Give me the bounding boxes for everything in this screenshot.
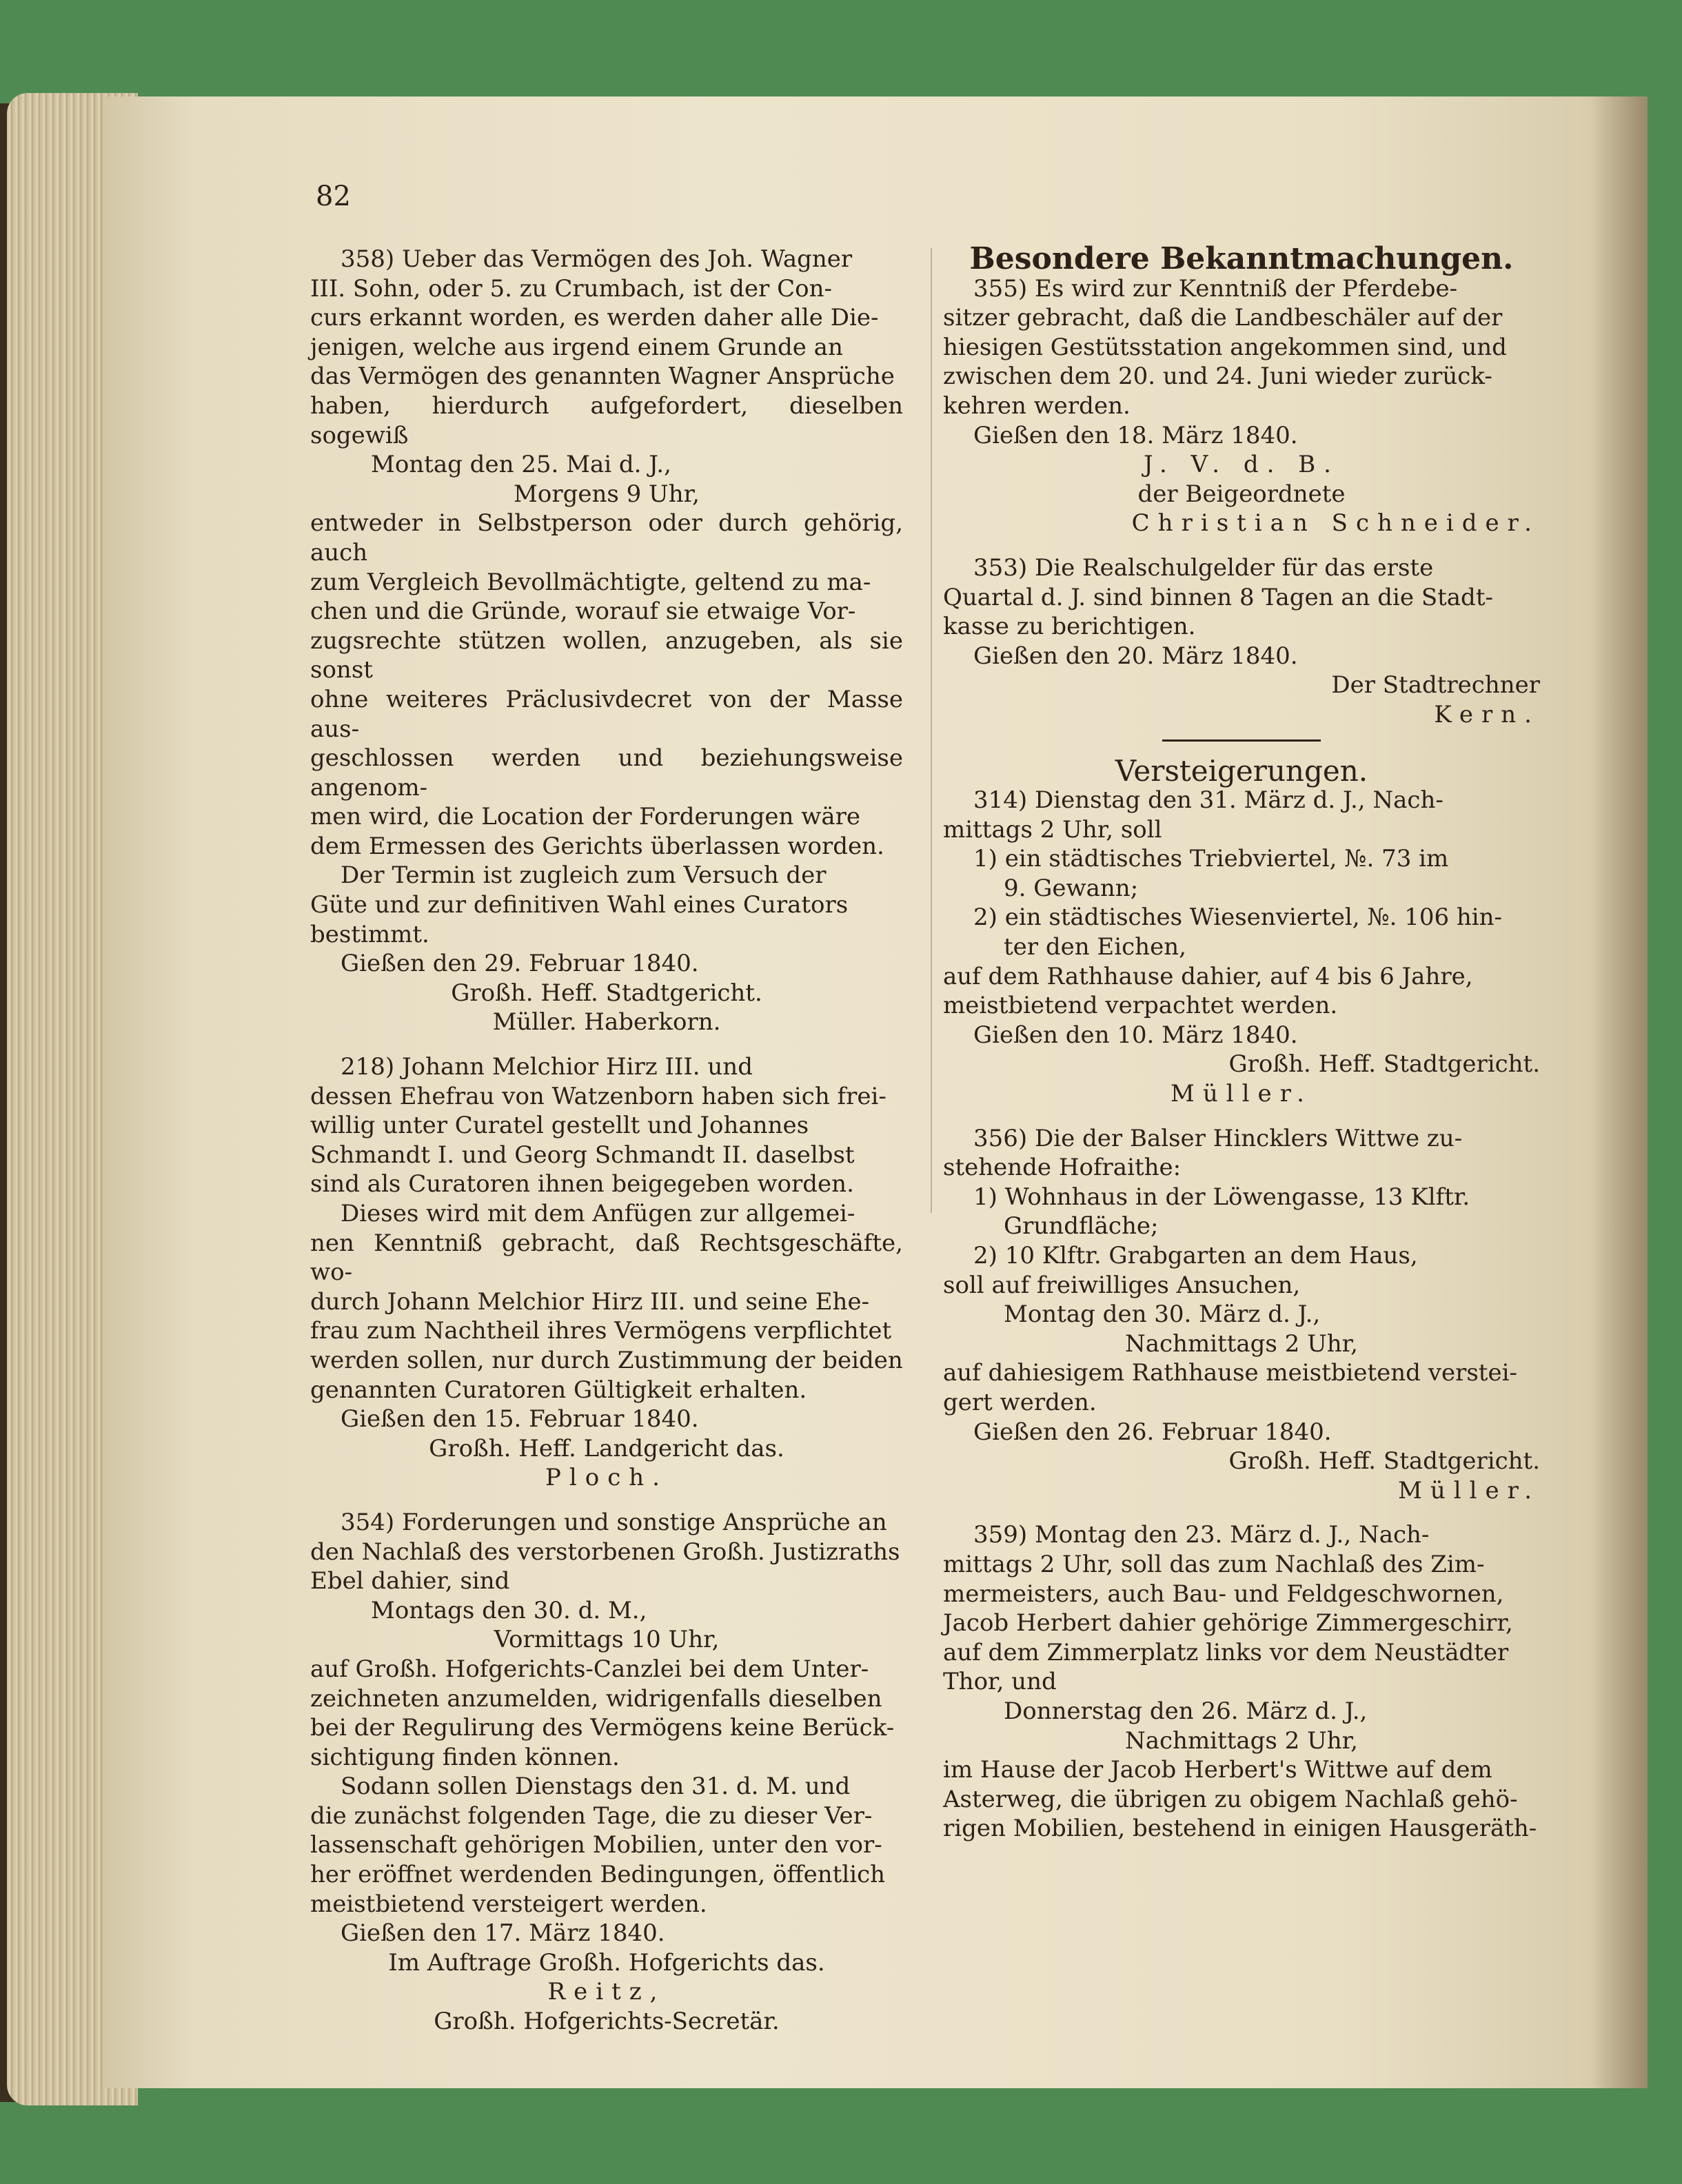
- text-line: 1) ein städtisches Triebviertel, №. 73 im: [973, 845, 1449, 873]
- text-line: meistbietend verpachtet werden.: [943, 992, 1338, 1020]
- text-line: durch Johann Melchior Hirz III. und seine Ehe-: [310, 1287, 870, 1316]
- section-rule: [1162, 739, 1321, 742]
- text-line: lassenschaft gehörigen Mobilien, unter den vor-: [310, 1831, 882, 1859]
- text-line: 354) Forderungen und sonstige Ansprüche an: [341, 1508, 887, 1536]
- text-line: Gießen den 17. März 1840.: [341, 1919, 665, 1948]
- text-line: ohne weiteres Präclusivdecret von der Masse aus-: [310, 685, 903, 743]
- text-line: Großh. Heff. Stadtgericht.: [1228, 1447, 1540, 1476]
- text-line: Müller. Haberkorn.: [492, 1008, 721, 1037]
- text-line: 9. Gewann;: [1004, 874, 1139, 902]
- text-line: die zunächst folgenden Tage, die zu dieser Ver-: [310, 1802, 873, 1830]
- text-line: 314) Dienstag den 31. März d. J., Nach-: [973, 786, 1443, 815]
- text-line: werden sollen, nur durch Zustimmung der beiden: [310, 1346, 903, 1374]
- text-line: Montags den 30. d. M.,: [371, 1596, 647, 1624]
- text-line: Müller.: [1398, 1476, 1540, 1504]
- text-line: 356) Die der Balser Hincklers Wittwe zu-: [973, 1124, 1463, 1152]
- text-line: 1) Wohnhaus in der Löwengasse, 13 Klftr.: [973, 1183, 1470, 1211]
- text-line: zeichneten anzumelden, widrigenfalls dieselben: [310, 1684, 882, 1713]
- text-line: soll auf freiwilliges Ansuchen,: [943, 1271, 1301, 1299]
- text-line: chen und die Gründe, worauf sie etwaige Vor-: [310, 598, 856, 626]
- text-line: bei der Regulirung des Vermögens keine Berück-: [310, 1714, 895, 1742]
- text-line: hiesigen Gestütsstation angekommen sind, und: [943, 333, 1507, 361]
- text-line: III. Sohn, oder 5. zu Crumbach, ist der Con-: [310, 274, 832, 303]
- paragraph-gap: [943, 1505, 1540, 1520]
- text-line: Müller.: [1171, 1080, 1313, 1108]
- text-line: zugsrechte stützen wollen, anzugeben, als sie sonst: [310, 626, 903, 684]
- text-line: kehren werden.: [943, 391, 1131, 420]
- text-line: den Nachlaß des verstorbenen Großh. Justizraths: [310, 1538, 900, 1566]
- text-line: geschlossen werden und beziehungsweise angenom-: [310, 744, 903, 802]
- text-line: Güte und zur definitiven Wahl eines Curators: [310, 891, 849, 919]
- text-line: entweder in Selbstperson oder durch gehörig, auch: [310, 509, 903, 567]
- text-line: Großh. Heff. Landgericht das.: [429, 1434, 784, 1462]
- paragraph-gap: [943, 1109, 1540, 1124]
- text-line: Thor, und: [943, 1668, 1057, 1696]
- text-line: das Vermögen des genannten Wagner Ansprüche: [310, 363, 895, 391]
- text-line: Ploch.: [545, 1464, 668, 1492]
- text-line: Großh. Heff. Stadtgericht.: [451, 979, 762, 1007]
- text-line: dessen Ehefrau von Watzenborn haben sich frei-: [310, 1082, 886, 1110]
- text-line: auf dem Rathhause dahier, auf 4 bis 6 Jahre,: [943, 962, 1473, 990]
- text-line: sitzer gebracht, daß die Landbeschäler auf der: [943, 304, 1503, 332]
- text-line: haben, hierdurch aufgefordert, dieselben sogewiß: [310, 391, 903, 449]
- text-line: dem Ermessen des Gerichts überlassen worden.: [310, 832, 884, 860]
- text-line: nen Kenntniß gebracht, daß Rechtsgeschäfte, wo-: [310, 1229, 903, 1287]
- section-heading: Versteigerungen.: [1115, 753, 1368, 788]
- text-line: Nachmittags 2 Uhr,: [1124, 1726, 1358, 1755]
- text-line: Kern.: [1434, 700, 1540, 728]
- text-line: mermeisters, auch Bau- und Feldgeschwornen,: [943, 1580, 1504, 1608]
- text-line: Quartal d. J. sind binnen 8 Tagen an die Stadt-: [943, 583, 1493, 611]
- text-line: Gießen den 20. März 1840.: [973, 642, 1298, 670]
- text-line: frau zum Nachtheil ihres Vermögens verpflichtet: [310, 1317, 892, 1345]
- text-line: mittags 2 Uhr, soll: [943, 815, 1162, 844]
- text-line: rigen Mobilien, bestehend in einigen Hausgeräth-: [943, 1815, 1537, 1843]
- text-line: bestimmt.: [310, 920, 429, 948]
- text-line: Im Auftrage Großh. Hofgerichts das.: [388, 1948, 825, 1977]
- text-line: 353) Die Realschulgelder für das erste: [973, 553, 1434, 582]
- text-line: Gießen den 29. Februar 1840.: [341, 950, 699, 978]
- left-column: [310, 245, 903, 2037]
- text-line: Der Termin ist zugleich zum Versuch der: [341, 861, 827, 890]
- text-line: sichtigung finden können.: [310, 1743, 620, 1771]
- text-line: willig unter Curatel gestellt und Johannes: [310, 1112, 809, 1140]
- text-line: J. V. d. B.: [1143, 451, 1339, 479]
- text-line: gert werden.: [943, 1388, 1097, 1416]
- section-heading: Besondere Bekanntmachungen.: [969, 241, 1514, 276]
- text-line: Grundfläche;: [1004, 1212, 1159, 1241]
- right-column: [943, 241, 1540, 1844]
- text-line: Gießen den 15. Februar 1840.: [341, 1405, 699, 1433]
- text-line: Gießen den 10. März 1840.: [973, 1021, 1298, 1049]
- text-line: Großh. Hofgerichts-Secretär.: [434, 2008, 780, 2036]
- text-line: 2) 10 Klftr. Grabgarten an dem Haus,: [973, 1242, 1418, 1269]
- text-line: Gießen den 18. März 1840.: [973, 421, 1298, 449]
- text-line: jenigen, welche aus irgend einem Grunde an: [310, 333, 843, 361]
- text-line: Schmandt I. und Georg Schmandt II. daselbst: [310, 1141, 855, 1169]
- text-line: Sodann sollen Dienstags den 31. d. M. und: [341, 1773, 851, 1801]
- column-divider: [931, 248, 932, 1213]
- text-line: Donnerstag den 26. März d. J.,: [1004, 1697, 1368, 1725]
- text-line: curs erkannt worden, es werden daher alle Die-: [310, 304, 879, 332]
- text-line: der Beigeordnete: [1137, 480, 1346, 508]
- text-line: her eröffnet werdenden Bedingungen, öffentlich: [310, 1861, 886, 1889]
- text-line: 355) Es wird zur Kenntniß der Pferdebe-: [973, 274, 1458, 303]
- text-line: Dieses wird mit dem Anfügen zur allgemei-: [341, 1200, 855, 1227]
- text-line: Reitz,: [547, 1978, 666, 2006]
- text-line: men wird, die Location der Forderungen wäre: [310, 803, 860, 831]
- text-line: mittags 2 Uhr, soll das zum Nachlaß des Zim-: [943, 1550, 1485, 1578]
- text-line: Morgens 9 Uhr,: [514, 480, 700, 508]
- paragraph-gap: [310, 1493, 903, 1508]
- text-line: Asterweg, die übrigen zu obigem Nachlaß gehö-: [943, 1785, 1518, 1813]
- text-line: ter den Eichen,: [1004, 933, 1186, 961]
- text-line: auf Großh. Hofgerichts-Canzlei bei dem Unter-: [310, 1655, 869, 1683]
- paragraph-gap: [943, 538, 1540, 553]
- text-line: Montag den 30. März d. J.,: [1004, 1300, 1321, 1329]
- text-line: 218) Johann Melchior Hirz III. und: [341, 1053, 753, 1081]
- text-line: 358) Ueber das Vermögen des Joh. Wagner: [341, 245, 853, 273]
- page-number: 82: [316, 181, 351, 212]
- text-line: Vormittags 10 Uhr,: [494, 1626, 720, 1654]
- text-line: auf dahiesigem Rathhause meistbietend verstei-: [943, 1359, 1517, 1387]
- text-line: Nachmittags 2 Uhr,: [1124, 1329, 1358, 1358]
- text-line: sind als Curatoren ihnen beigegeben worden.: [310, 1170, 854, 1198]
- text-line: zwischen dem 20. und 24. Juni wieder zurück-: [943, 363, 1492, 391]
- text-line: Christian Schneider.: [1131, 509, 1540, 538]
- text-line: im Hause der Jacob Herbert's Wittwe auf dem: [943, 1756, 1492, 1784]
- text-line: Jacob Herbert dahier gehörige Zimmergeschirr,: [943, 1609, 1513, 1637]
- paragraph-gap: [310, 1037, 903, 1052]
- text-line: Ebel dahier, sind: [310, 1567, 510, 1595]
- text-line: auf dem Zimmerplatz links vor dem Neustädter: [943, 1638, 1509, 1666]
- text-line: Großh. Heff. Stadtgericht.: [1228, 1050, 1540, 1079]
- text-line: Gießen den 26. Februar 1840.: [973, 1418, 1332, 1446]
- text-line: 2) ein städtisches Wiesenviertel, №. 106 hin-: [973, 904, 1503, 932]
- page-gutter-shadow: [1592, 96, 1648, 2088]
- text-line: meistbietend versteigert werden.: [310, 1890, 707, 1918]
- text-line: genannten Curatoren Gültigkeit erhalten.: [310, 1376, 807, 1404]
- text-line: zum Vergleich Bevollmächtigte, geltend zu ma-: [310, 568, 871, 596]
- text-line: Montag den 25. Mai d. J.,: [371, 451, 671, 479]
- text-line: kasse zu berichtigen.: [943, 613, 1196, 641]
- text-line: 359) Montag den 23. März d. J., Nach-: [973, 1521, 1430, 1549]
- text-line: stehende Hofraithe:: [943, 1154, 1182, 1182]
- text-line: Der Stadtrechner: [1331, 671, 1540, 700]
